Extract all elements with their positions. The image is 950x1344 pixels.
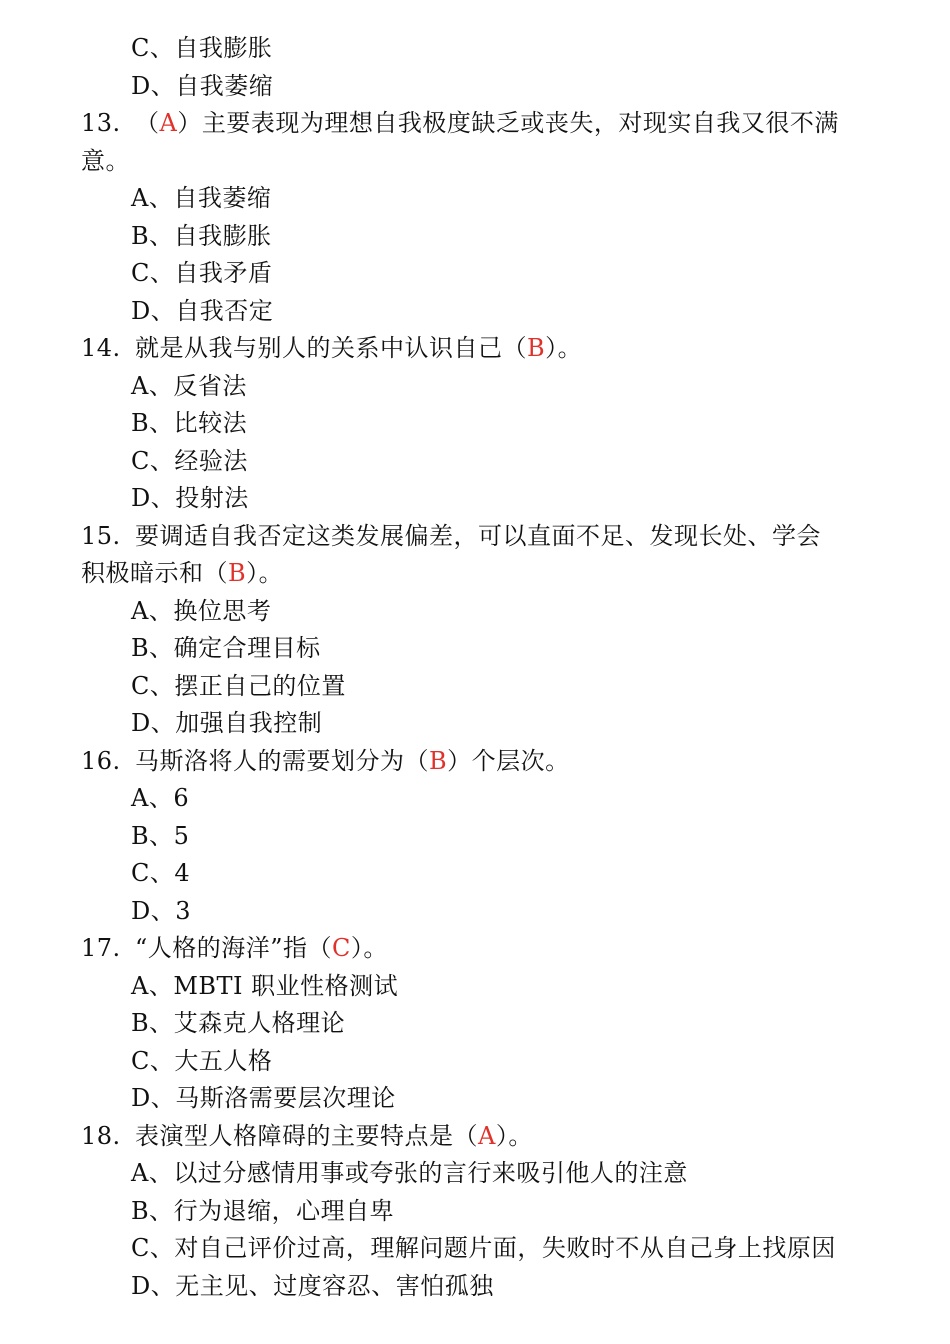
option-line: C、大五人格 xyxy=(131,1046,273,1075)
question-number: 14. xyxy=(81,334,121,362)
question-text: ）主要表现为理想自我极度缺乏或丧失，对现实自我又很不满 xyxy=(177,109,839,137)
option-line: A、6 xyxy=(131,784,190,812)
question-number: 17. xyxy=(81,934,121,962)
option-line: C、对自己评价过高，理解问题片面，失败时不从自己身上找原因 xyxy=(131,1234,836,1262)
question-text: ）。 xyxy=(246,559,284,587)
option-line: D、自我否定 xyxy=(131,296,274,325)
option-line: D、3 xyxy=(131,896,192,925)
option-line: D、投射法 xyxy=(131,484,249,512)
question-text: ）。 xyxy=(545,334,583,362)
question-text: 积极暗示和（ xyxy=(81,559,228,587)
question-15-stem xyxy=(0,518,950,556)
question-15-continuation xyxy=(0,555,950,593)
option-line: D、马斯洛需要层次理论 xyxy=(131,1084,396,1112)
answer-mark: A xyxy=(159,109,178,137)
question-13-stem xyxy=(0,105,950,143)
question-18-stem xyxy=(0,1118,950,1156)
option-line: B、艾森克人格理论 xyxy=(131,1009,346,1037)
option-line: C、自我矛盾 xyxy=(131,259,273,287)
question-13-continuation: 意。 xyxy=(81,146,130,175)
question-number: 16. xyxy=(81,746,121,775)
question-text: （ xyxy=(135,109,160,137)
option-line: D、加强自我控制 xyxy=(131,709,323,737)
option-line: C、经验法 xyxy=(131,446,248,475)
question-text: “人格的海洋”指（ xyxy=(135,934,333,962)
question-text: ）。 xyxy=(495,1121,533,1150)
question-text: ）个层次。 xyxy=(447,746,570,775)
option-line: A、反省法 xyxy=(131,371,247,400)
option-line: B、行为退缩，心理自卑 xyxy=(131,1196,395,1225)
option-line: B、自我膨胀 xyxy=(131,221,272,250)
option-line: A、以过分感情用事或夸张的言行来吸引他人的注意 xyxy=(131,1159,688,1187)
document-page xyxy=(0,30,950,1305)
question-text: 要调适自我否定这类发展偏差，可以直面不足、发现长处、学会 xyxy=(135,521,821,550)
answer-mark: C xyxy=(332,934,351,962)
option-line: D、无主见、过度容忍、害怕孤独 xyxy=(131,1271,494,1300)
question-number: 18. xyxy=(81,1121,121,1150)
option-line: D、自我萎缩 xyxy=(131,71,274,100)
answer-mark: A xyxy=(478,1121,496,1150)
option-line: A、自我萎缩 xyxy=(131,184,272,212)
answer-mark: B xyxy=(228,559,247,587)
answer-mark: B xyxy=(527,334,546,362)
question-number: 15. xyxy=(81,521,121,550)
question-text: 马斯洛将人的需要划分为（ xyxy=(135,746,429,775)
option-line: C、自我膨胀 xyxy=(131,34,273,62)
question-text: 表演型人格障碍的主要特点是（ xyxy=(135,1121,478,1150)
option-line: A、MBTI 职业性格测试 xyxy=(131,971,399,1000)
option-line: B、比较法 xyxy=(131,409,248,437)
question-text: 就是从我与别人的关系中认识自己（ xyxy=(135,334,527,362)
question-16-stem xyxy=(0,743,950,781)
question-text: ）。 xyxy=(350,934,388,962)
option-line: C、摆正自己的位置 xyxy=(131,671,346,700)
option-line: B、确定合理目标 xyxy=(131,634,321,662)
question-17-stem xyxy=(0,930,950,968)
option-line: C、4 xyxy=(131,859,191,887)
question-14-stem xyxy=(0,330,950,368)
option-line: A、换位思考 xyxy=(131,596,272,625)
option-line: B、5 xyxy=(131,821,190,850)
answer-mark: B xyxy=(429,746,448,775)
question-number: 13. xyxy=(81,109,121,137)
